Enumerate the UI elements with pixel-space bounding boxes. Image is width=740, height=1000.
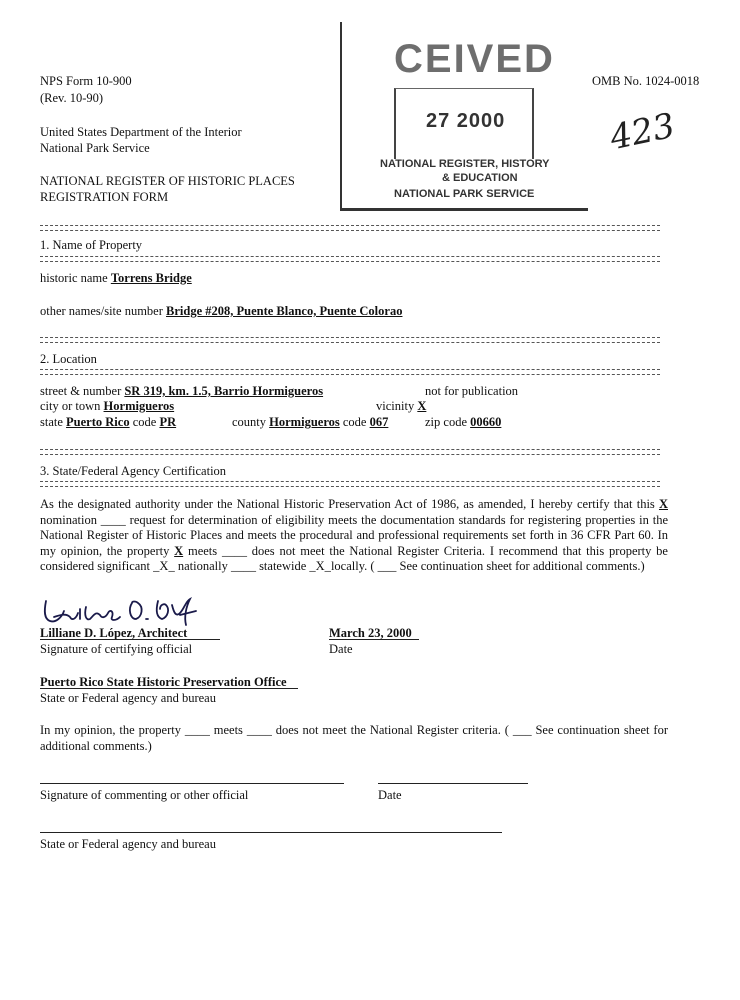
state-row [40,414,176,430]
stamp-line-2: & EDUCATION [442,172,518,184]
opinion-paragraph: In my opinion, the property ____ meets ____ does not meet the National Register criteria. ( ___ See continuation sheet for additional comments.) [40,723,668,753]
cert-text-3: meets ____ does not meet the National Register Criteria. I recommend that this property be considered significant [40,543,668,573]
signer-label: Signature of certifying official [40,642,193,656]
agency-name: Puerto Rico State Historic Preservation Office [40,675,287,689]
section-1-heading: 1. Name of Property [40,238,143,252]
agency-label: State or Federal agency and bureau [40,691,216,705]
county-code-label: code [342,415,367,429]
zip-row [425,414,501,430]
commenting-date-line [378,783,528,784]
historic-name-value: Torrens Bridge [110,271,192,285]
cert-text-5: locally. ( ___ See continuation sheet for additional comments.) [330,559,645,573]
form-title: NATIONAL REGISTER OF HISTORIC PLACES [40,174,295,188]
stamp-received-word: CEIVED [394,37,555,81]
section-divider [40,369,660,375]
department-name: United States Department of the Interior [40,125,242,139]
commenting-signature-label: Signature of commenting or other official [40,788,249,802]
form-number: NPS Form 10-900 [40,74,132,88]
date-line [329,639,419,640]
vicinity-row [376,398,426,414]
other-names-label: other names/site number [40,304,163,318]
stamp-date: 27 2000 [426,110,506,132]
section-divider [40,481,660,487]
street-label: street & number [40,384,122,398]
vicinity-value: X [417,399,427,413]
nationally-mark: _X_ [153,559,175,573]
city-value: Hormigueros [103,399,175,413]
service-name: National Park Service [40,141,150,155]
certification-date: March 23, 2000 [329,626,412,640]
section-divider [40,256,660,262]
state-label: state [40,415,63,429]
cert-text-4: nationally ____ statewide [174,559,310,573]
stamp-line-1: NATIONAL REGISTER, HISTORY [380,158,550,170]
bureau-line [40,832,502,833]
agency-line [40,688,298,689]
cert-text-1: As the designated authority under the National Historic Preservation Act of 1986, as amended, I hereby certify that this [40,497,659,511]
other-names-row [40,303,402,319]
section-2-heading: 2. Location [40,352,97,366]
county-code-value: 067 [369,415,389,429]
commenting-date-label: Date [378,788,402,802]
received-stamp [340,22,588,211]
certification-paragraph [40,497,668,575]
section-divider [40,449,660,455]
stamp-line-3: NATIONAL PARK SERVICE [394,188,535,200]
zip-label: zip code [425,415,467,429]
signature-image [40,593,210,629]
not-for-publication: not for publication [425,384,519,398]
handwritten-number: 423 [606,105,679,159]
stamp-date-box [394,88,534,159]
street-value: SR 319, km. 1.5, Barrio Hormigueros [124,384,324,398]
meets-mark: X [174,543,184,558]
form-subtitle: REGISTRATION FORM [40,190,169,204]
certification-date-label: Date [329,642,353,656]
section-divider [40,337,660,343]
historic-name-row [40,270,192,286]
other-names-value: Bridge #208, Puente Blanco, Puente Colorao [166,304,403,318]
form-revision: (Rev. 10-90) [40,91,104,105]
locally-mark: _X_ [309,559,331,573]
county-label: county [232,415,267,429]
street-row [40,383,323,399]
zip-value: 00660 [470,415,502,429]
bureau-label: State or Federal agency and bureau [40,837,216,851]
state-code-label: code [132,415,157,429]
city-label: city or town [40,399,101,413]
city-row [40,398,174,414]
signer-name: Lilliane D. López, Architect [40,626,188,640]
county-value: Hormigueros [269,415,340,429]
historic-name-label: historic name [40,271,108,285]
section-3-heading: 3. State/Federal Agency Certification [40,464,227,478]
section-divider [40,225,660,231]
state-code-value: PR [159,415,177,429]
cert-text-2: nomination ____ request for determination of eligibility meets the documentation standards for registering properties in the National Register of Historic Places and meets the procedural and professional requirements set forth in 36 CFR Part 60. In my opinion, the property [40,512,668,558]
vicinity-label: vicinity [376,399,415,413]
nomination-mark: X [658,497,668,511]
commenting-signature-line [40,783,344,784]
omb-number: OMB No. 1024-0018 [592,74,700,88]
state-value: Puerto Rico [66,415,130,429]
signature-line [40,639,220,640]
county-row [232,414,388,430]
